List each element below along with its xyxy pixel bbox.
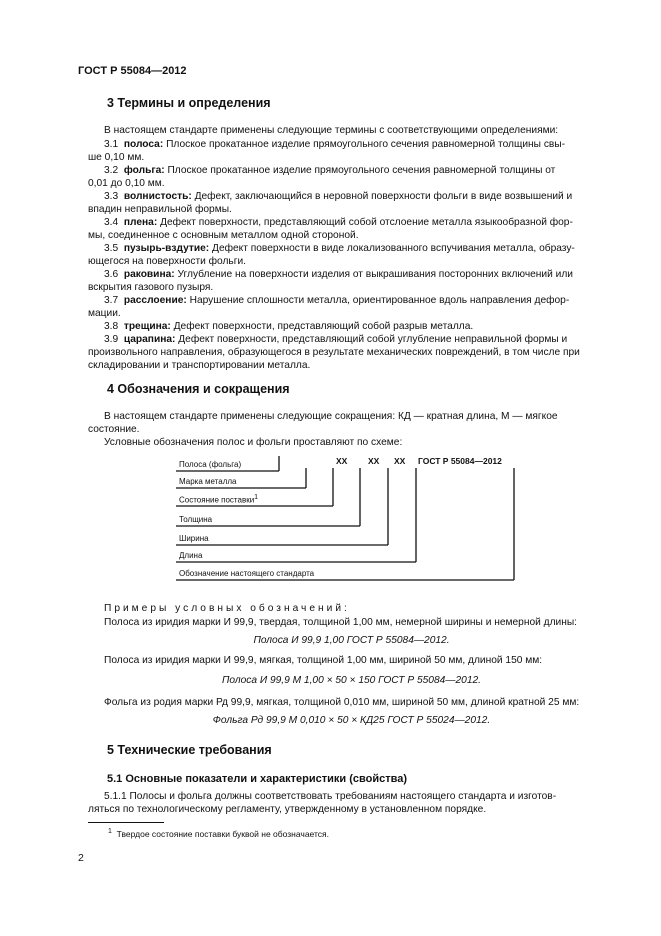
footnote: $^1$ Твердое состояние поставки буквой не обозначается.: [108, 828, 330, 839]
example-1-text: Полоса из иридия марки И 99,9, твердая, толщиной 1,00 мм, немерной ширины и немерной длины:: [104, 617, 578, 628]
scheme-lines: [176, 456, 516, 582]
section-4-abbreviations: В настоящем стандарте применены следующие сокращения: КД — кратная длина, М — мягкое состояние.: [88, 411, 558, 436]
scheme-code-2: XX: [368, 456, 380, 466]
page-number: 2: [78, 852, 84, 864]
footnote-rule: [88, 822, 164, 823]
scheme-label-grade: Марка металла: [179, 477, 237, 486]
section-4-title: 4 Обозначения и сокращения: [107, 382, 290, 396]
term-3-8: 3.8 трещина: Дефект поверхности, представляющий собой разрыв металла.: [104, 321, 474, 332]
section-3-title: 3 Термины и определения: [107, 96, 271, 110]
examples-title: Примеры условных обозначений:: [104, 603, 350, 614]
section-4-scheme-intro: Условные обозначения полос и фольги проставляют по схеме:: [104, 437, 403, 448]
scheme-standard: ГОСТ Р 55084—2012: [418, 456, 502, 466]
example-3-code: Фольга Рд 99,9 М 0,010 × 50 × КД25 ГОСТ Р 55024—2012.: [212, 715, 491, 726]
example-3-text: Фольга из родия марки Рд 99,9, мягкая, толщиной 0,010 мм, шириной 50 мм, длиной кратной 25 мм:: [104, 697, 580, 708]
scheme-label-width: Ширина: [179, 534, 209, 543]
term-3-3: 3.3 волнистость: Дефект, заключающийся в неровной поверхности фольги в виде возвышений и впадин неправильной формы.: [88, 191, 573, 216]
example-2-code: Полоса И 99,9 М 1,00 × 50 × 150 ГОСТ Р 55084—2012.: [222, 675, 481, 686]
term-3-5: 3.5 пузырь-вздутие: Дефект поверхности в виде локализованного вспучивания металла, образу- ющегося на поверхности фольги.: [88, 243, 575, 268]
scheme-label-condition: Состояние поставки$^1$: [179, 494, 259, 505]
term-3-9: 3.9 царапина: Дефект поверхности, представляющий собой углубление неправильной формы и произвольного направления, образующегося в результате механических повреждений, в том числе при складировании и транспортировании металла.: [88, 334, 580, 372]
example-2-text: Полоса из иридия марки И 99,9, мягкая, толщиной 1,00 мм, шириной 50 мм, длиной 150 мм:: [104, 655, 543, 666]
term-3-7: 3.7 расслоение: Нарушение сплошности металла, ориентированное вдоль направления дефор- мации.: [88, 295, 570, 320]
scheme-label-thickness: Толщина: [179, 515, 213, 524]
term-3-2: 3.2 фольга: Плоское прокатанное изделие прямоугольного сечения равномерной толщины от 0,01 до 0,10 мм.: [88, 165, 556, 190]
scheme-label-length: Длина: [179, 551, 203, 560]
section-5-1-1: 5.1.1 Полосы и фольга должны соответствовать требованиям настоящего стандарта и изготов- ляться по технологическому регламенту, утвержденному в установленном порядке.: [88, 791, 557, 816]
scheme-label-standard: Обозначение настоящего стандарта: [179, 569, 315, 578]
scheme-code-1: XX: [336, 456, 348, 466]
section-5-1-title: 5.1 Основные показатели и характеристики (свойства): [107, 773, 407, 785]
term-3-6: 3.6 раковина: Углубление на поверхности изделия от выкрашивания посторонних включений или вскрытия газового пузыря.: [88, 269, 573, 294]
designation-scheme: [176, 456, 516, 582]
example-1-code: Полоса И 99,9 1,00 ГОСТ Р 55084—2012.: [253, 635, 450, 646]
section-5-title: 5 Технические требования: [107, 743, 272, 757]
scheme-code-3: XX: [394, 456, 406, 466]
scheme-label-strip: Полоса (фольга): [179, 460, 242, 469]
term-3-1: 3.1 полоса: Плоское прокатанное изделие прямоугольного сечения равномерной толщины свы- ше 0,10 мм.: [88, 139, 566, 164]
page-header: ГОСТ Р 55084—2012: [78, 65, 187, 77]
term-3-4: 3.4 плена: Дефект поверхности, представляющий собой отслоение металла языкообразной фор- мы, соединенное с основным металлом одной стороной.: [88, 217, 573, 242]
section-3-intro: В настоящем стандарте применены следующие термины с соответствующими определениями:: [104, 125, 559, 136]
